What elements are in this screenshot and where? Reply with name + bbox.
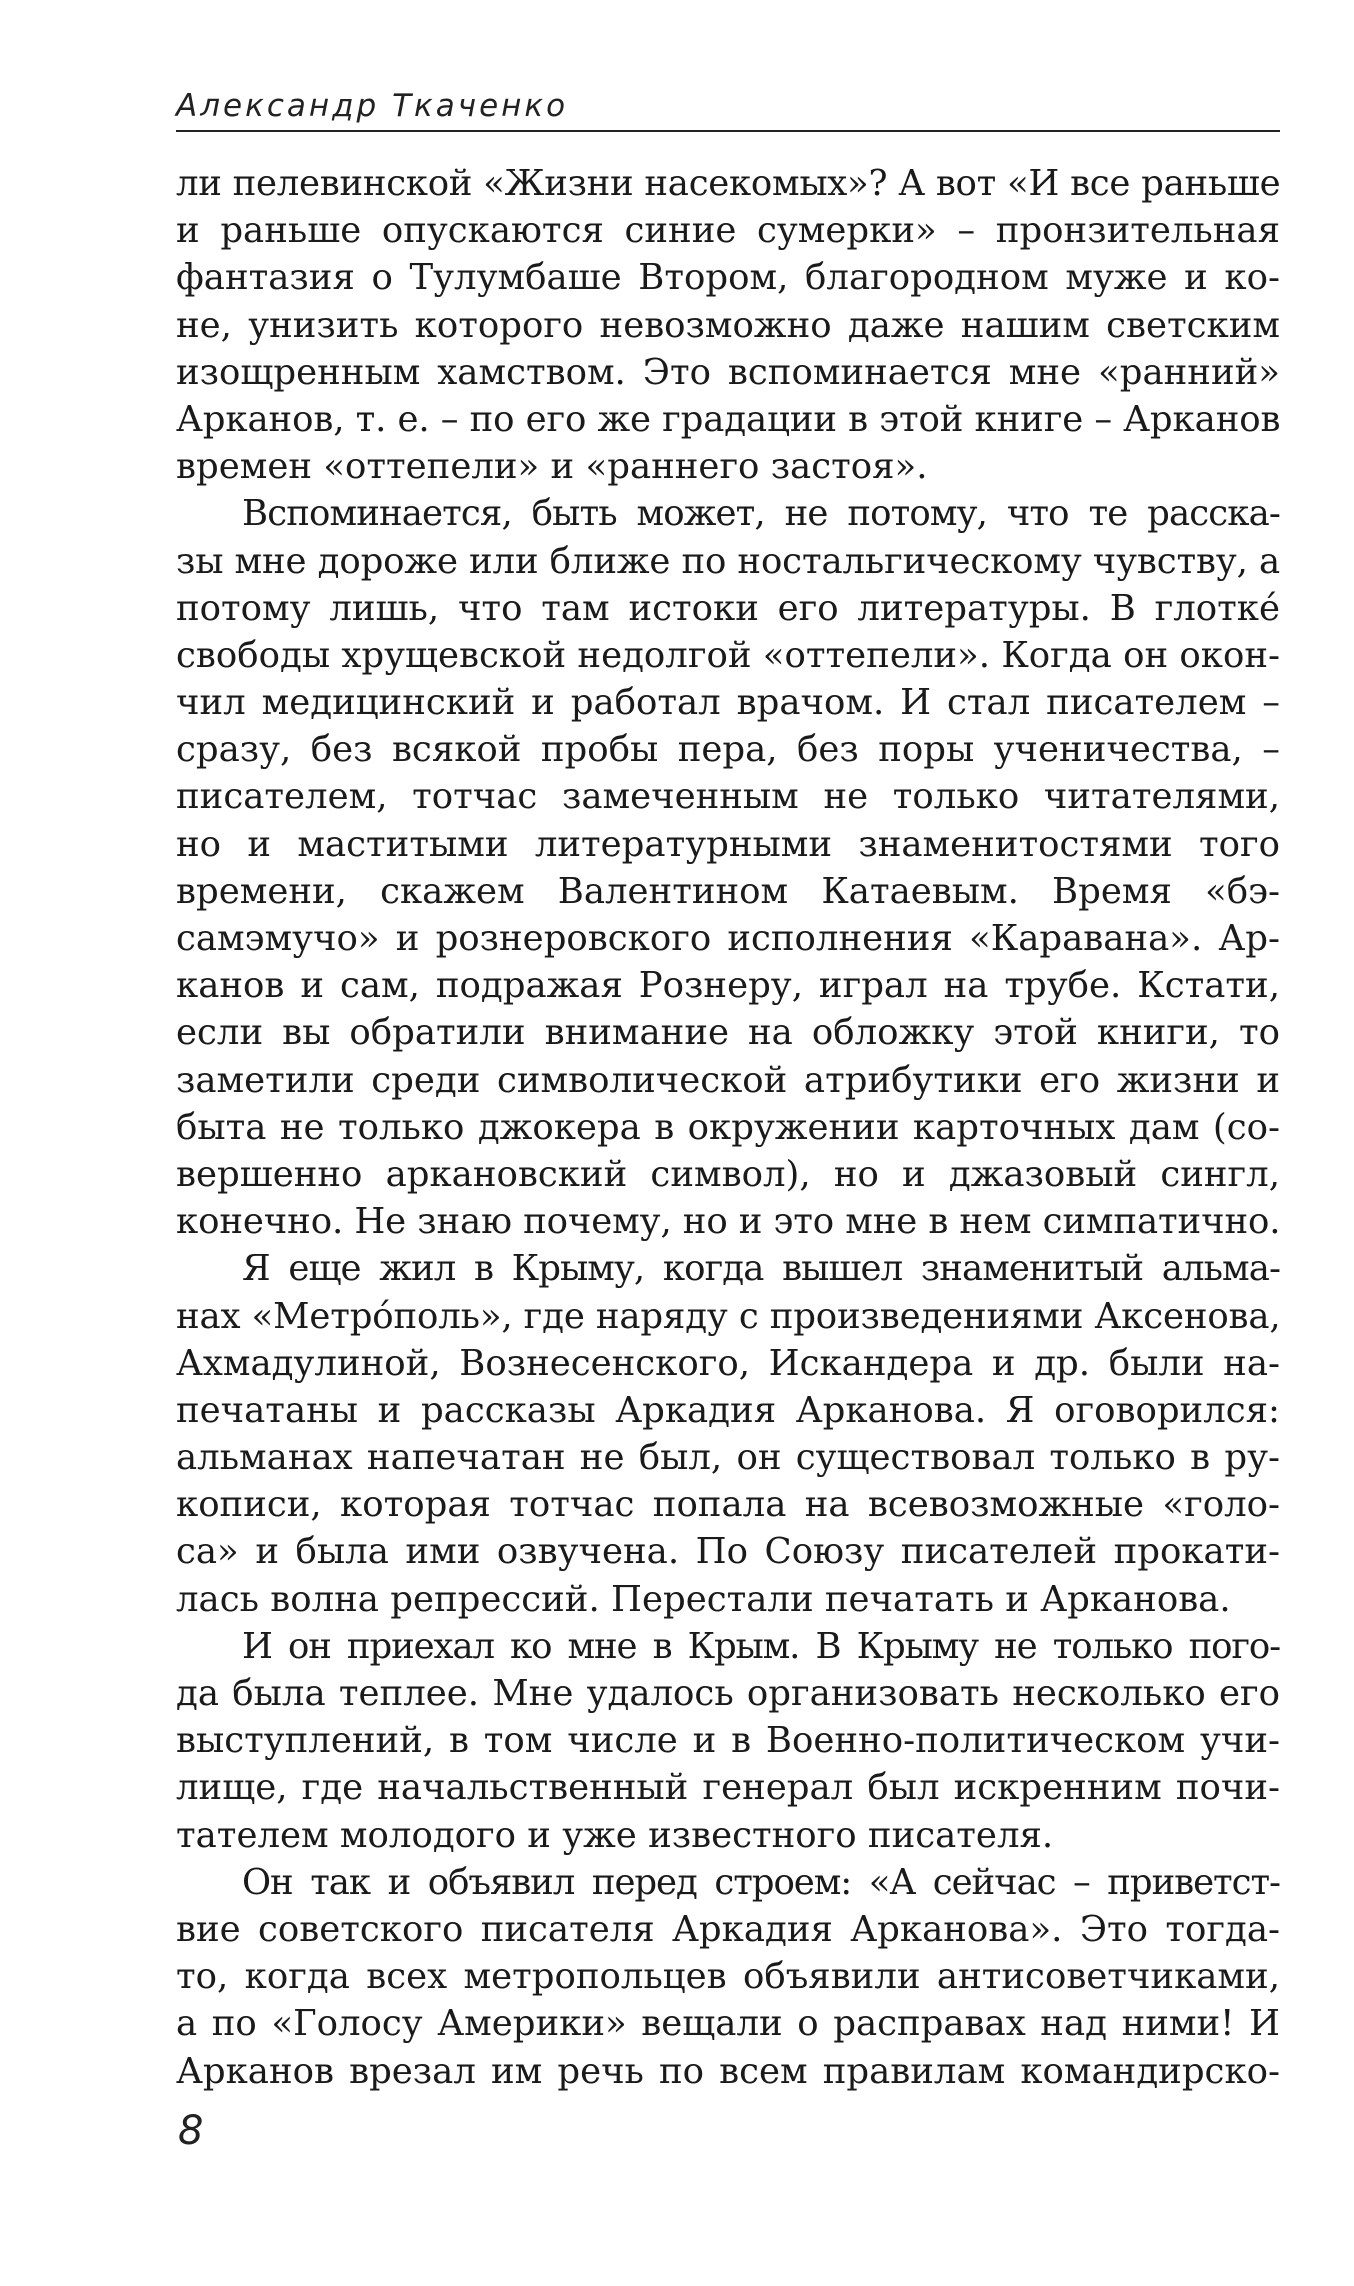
text-line: са» и была ими озвучена. По Союзу писателей прокати-: [176, 1531, 1280, 1573]
text-line: а по «Голосу Америки» вещали о расправах над ними! И: [176, 2003, 1280, 2045]
paragraph: [176, 1859, 1280, 2095]
text-line: но и маститыми литературными знаменитостями того: [176, 823, 1280, 865]
paragraph: [176, 1623, 1280, 1859]
text-line: кописи, которая тотчас попала на всевозможные «голо-: [176, 1484, 1280, 1526]
text-line: сразу, без всякой пробы пера, без поры ученичества, –: [176, 729, 1280, 771]
paragraph: [176, 1245, 1280, 1623]
text-line: не, унизить которого невозможно даже нашим светским: [176, 304, 1280, 346]
text-line: нах «Метро́поль», где наряду с произведениями Аксенова,: [176, 1295, 1281, 1337]
text-line: вие советского писателя Аркадия Арканова». Это тогда-: [176, 1908, 1280, 1950]
body-text: [176, 160, 1280, 2095]
text-line: времен «оттепели» и «раннего застоя».: [176, 446, 928, 488]
text-line: изощренным хамством. Это вспоминается мне «ранний»: [176, 351, 1280, 393]
text-line: лась волна репрессий. Перестали печатать и Арканова.: [176, 1578, 1231, 1620]
text-line: да была теплее. Мне удалось организовать несколько его: [176, 1673, 1280, 1714]
text-line: заметили среди символической атрибутики его жизни и: [176, 1059, 1280, 1101]
text-line: тателем молодого и уже известного писателя.: [176, 1814, 1054, 1856]
text-line: конечно. Не знаю почему, но и это мне в нем симпатично.: [176, 1201, 1281, 1243]
paragraph: [176, 160, 1280, 490]
text-line: Я еще жил в Крыму, когда вышел знаменитый альма-: [242, 1248, 1280, 1290]
text-line: и раньше опускаются синие сумерки» – пронзительная: [176, 210, 1280, 252]
text-line: свободы хрущевской недолгой «оттепели». Когда он окон-: [176, 634, 1280, 676]
text-line: канов и сам, подражая Рознеру, играл на трубе. Кстати,: [176, 965, 1280, 1007]
paragraph: [176, 490, 1280, 1245]
text-line: альманах напечатан не был, он существовал только в ру-: [176, 1437, 1280, 1479]
text-line: времени, скажем Валентином Катаевым. Время «бэ-: [176, 870, 1280, 912]
text-line: зы мне дороже или ближе по ностальгическому чувству, а: [176, 540, 1280, 582]
text-line: выступлений, в том числе и в Военно-политическом учи-: [176, 1720, 1280, 1762]
text-line: Арканов врезал им речь по всем правилам командирско-: [176, 2050, 1280, 2092]
text-line: Он так и объявил перед строем: «А сейчас – приветст-: [242, 1861, 1280, 1903]
text-line: фантазия о Тулумбаше Втором, благородном муже и ко-: [176, 257, 1280, 299]
text-line: лище, где начальственный генерал был искренним почи-: [176, 1767, 1280, 1809]
text-line: И он приехал ко мне в Крым. В Крыму не только пого-: [242, 1625, 1280, 1667]
text-line: потому лишь, что там истоки его литературы. В глотке́: [176, 587, 1280, 629]
text-line: вершенно аркановский символ), но и джазовый сингл,: [176, 1153, 1280, 1195]
text-line: Вспоминается, быть может, не потому, что те расска-: [242, 493, 1280, 535]
text-line: ли пелевинской «Жизни насекомых»? А вот «И все раньше: [176, 163, 1281, 204]
text-line: быта не только джокера в окружении карточных дам (со-: [176, 1106, 1280, 1148]
text-line: Ахмадулиной, Вознесенского, Искандера и др. были на-: [176, 1342, 1280, 1384]
header-rule: [176, 130, 1280, 132]
text-line: если вы обратили внимание на обложку этой книги, то: [176, 1012, 1280, 1054]
page-number: 8: [178, 2108, 204, 2154]
text-line: чил медицинский и работал врачом. И стал писателем –: [176, 682, 1280, 724]
text-line: самэмучо» и рознеровского исполнения «Каравана». Ар-: [176, 918, 1280, 959]
running-head-author: Александр Ткаченко: [176, 88, 569, 124]
text-line: писателем, тотчас замеченным не только читателями,: [176, 776, 1280, 818]
text-line: Арканов, т. е. – по его же градации в этой книге – Арканов: [176, 398, 1281, 440]
text-line: то, когда всех метропольцев объявили антисоветчиками,: [176, 1956, 1280, 1998]
text-line: печатаны и рассказы Аркадия Арканова. Я оговорился:: [176, 1389, 1280, 1431]
